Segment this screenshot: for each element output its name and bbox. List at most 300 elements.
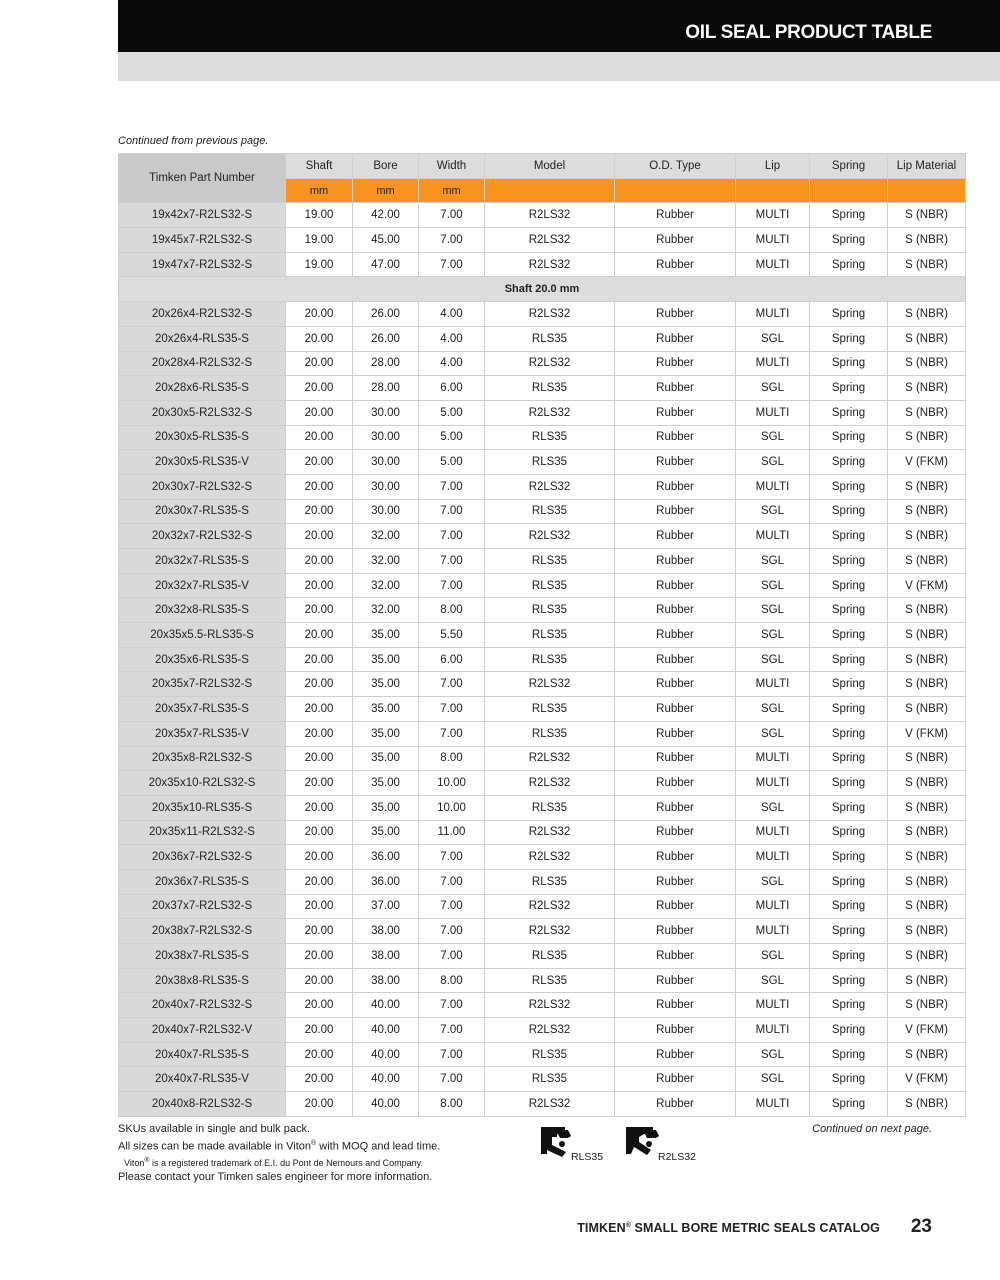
page-title: OIL SEAL PRODUCT TABLE: [685, 22, 932, 43]
cell-lip: SGL: [736, 1067, 810, 1092]
cell-lip: MULTI: [736, 919, 810, 944]
cell-od-type: Rubber: [615, 351, 736, 376]
cell-shaft: 20.00: [286, 795, 353, 820]
cell-od-type: Rubber: [615, 894, 736, 919]
cell-bore: 40.00: [353, 1092, 419, 1117]
cell-part-number: 20x32x8-RLS35-S: [119, 598, 286, 623]
cell-lip-material: S (NBR): [888, 771, 966, 796]
cell-spring: Spring: [810, 450, 888, 475]
cell-lip-material: S (NBR): [888, 252, 966, 277]
table-row: [119, 672, 966, 697]
cell-model: RLS35: [485, 968, 615, 993]
cell-shaft: 20.00: [286, 647, 353, 672]
table-row: [119, 795, 966, 820]
cell-bore: 35.00: [353, 795, 419, 820]
cell-shaft: 20.00: [286, 400, 353, 425]
cell-model: R2LS32: [485, 228, 615, 253]
cell-part-number: 20x35x7-RLS35-V: [119, 721, 286, 746]
unit-od-type: [615, 178, 736, 203]
cell-lip-material: S (NBR): [888, 746, 966, 771]
shaft-group-row: [119, 277, 966, 302]
cell-shaft: 20.00: [286, 869, 353, 894]
cell-part-number: 19x45x7-R2LS32-S: [119, 228, 286, 253]
cell-spring: Spring: [810, 845, 888, 870]
unit-shaft: mm: [286, 178, 353, 203]
cell-od-type: Rubber: [615, 845, 736, 870]
cell-bore: 30.00: [353, 400, 419, 425]
cell-width: 6.00: [419, 376, 485, 401]
cell-shaft: 20.00: [286, 944, 353, 969]
table-row: [119, 968, 966, 993]
cell-lip: MULTI: [736, 1018, 810, 1043]
cell-width: 7.00: [419, 573, 485, 598]
col-header-lip: Lip: [736, 154, 810, 179]
cell-part-number: 20x40x7-RLS35-S: [119, 1042, 286, 1067]
cell-width: 5.50: [419, 623, 485, 648]
cell-model: R2LS32: [485, 845, 615, 870]
table-row: [119, 869, 966, 894]
cell-bore: 30.00: [353, 425, 419, 450]
table-row: [119, 697, 966, 722]
cell-bore: 37.00: [353, 894, 419, 919]
cell-width: 7.00: [419, 524, 485, 549]
cell-bore: 47.00: [353, 252, 419, 277]
cell-lip: MULTI: [736, 351, 810, 376]
cell-spring: Spring: [810, 573, 888, 598]
cell-model: RLS35: [485, 450, 615, 475]
cell-lip: SGL: [736, 968, 810, 993]
cell-shaft: 19.00: [286, 203, 353, 228]
col-header-shaft: Shaft: [286, 154, 353, 179]
cell-width: 7.00: [419, 252, 485, 277]
cell-width: 7.00: [419, 721, 485, 746]
cell-bore: 45.00: [353, 228, 419, 253]
note-viton-availability: All sizes can be made available in Viton® with MOQ and lead time.: [118, 1139, 441, 1153]
cell-width: 5.00: [419, 450, 485, 475]
cell-od-type: Rubber: [615, 474, 736, 499]
unit-lip-material: [888, 178, 966, 203]
cell-shaft: 20.00: [286, 746, 353, 771]
cell-spring: Spring: [810, 598, 888, 623]
cell-model: R2LS32: [485, 993, 615, 1018]
cell-shaft: 20.00: [286, 573, 353, 598]
cell-bore: 35.00: [353, 771, 419, 796]
cell-bore: 26.00: [353, 326, 419, 351]
cell-part-number: 20x26x4-R2LS32-S: [119, 302, 286, 327]
cell-spring: Spring: [810, 1042, 888, 1067]
cell-model: R2LS32: [485, 919, 615, 944]
cell-lip: MULTI: [736, 746, 810, 771]
cell-model: R2LS32: [485, 474, 615, 499]
cell-model: R2LS32: [485, 351, 615, 376]
cell-part-number: 20x37x7-R2LS32-S: [119, 894, 286, 919]
cell-lip: SGL: [736, 376, 810, 401]
cell-model: RLS35: [485, 721, 615, 746]
cell-model: RLS35: [485, 623, 615, 648]
cell-part-number: 20x35x10-R2LS32-S: [119, 771, 286, 796]
cell-od-type: Rubber: [615, 400, 736, 425]
rls35-seal-profile-icon: [538, 1124, 574, 1160]
cell-part-number: 20x35x8-R2LS32-S: [119, 746, 286, 771]
cell-spring: Spring: [810, 746, 888, 771]
table-row: [119, 1067, 966, 1092]
rls35-label: RLS35: [571, 1151, 604, 1163]
cell-shaft: 20.00: [286, 697, 353, 722]
cell-part-number: 20x30x7-RLS35-S: [119, 499, 286, 524]
cell-model: RLS35: [485, 499, 615, 524]
cell-lip: SGL: [736, 425, 810, 450]
cell-width: 5.00: [419, 425, 485, 450]
cell-width: 4.00: [419, 326, 485, 351]
cell-width: 7.00: [419, 499, 485, 524]
unit-bore: mm: [353, 178, 419, 203]
cell-lip-material: S (NBR): [888, 326, 966, 351]
cell-od-type: Rubber: [615, 771, 736, 796]
cell-od-type: Rubber: [615, 425, 736, 450]
cell-part-number: 20x26x4-RLS35-S: [119, 326, 286, 351]
table-row: [119, 252, 966, 277]
cell-lip: MULTI: [736, 894, 810, 919]
col-header-bore: Bore: [353, 154, 419, 179]
cell-lip-material: S (NBR): [888, 845, 966, 870]
cell-bore: 42.00: [353, 203, 419, 228]
cell-shaft: 20.00: [286, 302, 353, 327]
cell-model: RLS35: [485, 425, 615, 450]
cell-width: 10.00: [419, 795, 485, 820]
cell-spring: Spring: [810, 894, 888, 919]
cell-lip-material: V (FKM): [888, 1067, 966, 1092]
cell-bore: 38.00: [353, 944, 419, 969]
cell-spring: Spring: [810, 252, 888, 277]
cell-od-type: Rubber: [615, 721, 736, 746]
cell-shaft: 20.00: [286, 376, 353, 401]
col-header-spring: Spring: [810, 154, 888, 179]
cell-width: 7.00: [419, 203, 485, 228]
cell-od-type: Rubber: [615, 746, 736, 771]
cell-part-number: 20x30x5-RLS35-V: [119, 450, 286, 475]
cell-lip: SGL: [736, 1042, 810, 1067]
cell-lip-material: S (NBR): [888, 672, 966, 697]
cell-lip: MULTI: [736, 845, 810, 870]
cell-spring: Spring: [810, 1018, 888, 1043]
col-header-model: Model: [485, 154, 615, 179]
cell-width: 11.00: [419, 820, 485, 845]
cell-lip-material: V (FKM): [888, 1018, 966, 1043]
cell-spring: Spring: [810, 623, 888, 648]
cell-part-number: 20x36x7-RLS35-S: [119, 869, 286, 894]
cell-lip: MULTI: [736, 820, 810, 845]
cell-lip-material: S (NBR): [888, 425, 966, 450]
cell-bore: 38.00: [353, 919, 419, 944]
cell-lip-material: S (NBR): [888, 1092, 966, 1117]
cell-part-number: 20x35x10-RLS35-S: [119, 795, 286, 820]
cell-shaft: 20.00: [286, 894, 353, 919]
cell-lip: SGL: [736, 623, 810, 648]
table-row: [119, 721, 966, 746]
table-row: [119, 623, 966, 648]
cell-lip: MULTI: [736, 524, 810, 549]
cell-shaft: 20.00: [286, 845, 353, 870]
cell-bore: 32.00: [353, 549, 419, 574]
cell-lip-material: S (NBR): [888, 1042, 966, 1067]
part-number-header: Timken Part Number: [119, 154, 286, 203]
cell-spring: Spring: [810, 820, 888, 845]
cell-lip-material: S (NBR): [888, 968, 966, 993]
cell-spring: Spring: [810, 400, 888, 425]
cell-model: RLS35: [485, 326, 615, 351]
table-row: [119, 919, 966, 944]
cell-shaft: 20.00: [286, 820, 353, 845]
cell-spring: Spring: [810, 302, 888, 327]
cell-od-type: Rubber: [615, 1067, 736, 1092]
cell-lip-material: S (NBR): [888, 376, 966, 401]
cell-spring: Spring: [810, 795, 888, 820]
table-row: [119, 524, 966, 549]
cell-shaft: 20.00: [286, 1067, 353, 1092]
cell-lip-material: S (NBR): [888, 351, 966, 376]
table-body: [119, 203, 966, 1116]
cell-bore: 30.00: [353, 474, 419, 499]
cell-part-number: 19x47x7-R2LS32-S: [119, 252, 286, 277]
cell-spring: Spring: [810, 968, 888, 993]
cell-width: 7.00: [419, 869, 485, 894]
cell-lip-material: S (NBR): [888, 203, 966, 228]
table-row: [119, 993, 966, 1018]
cell-od-type: Rubber: [615, 869, 736, 894]
cell-bore: 30.00: [353, 450, 419, 475]
table-row: [119, 400, 966, 425]
cell-lip-material: S (NBR): [888, 524, 966, 549]
cell-spring: Spring: [810, 672, 888, 697]
cell-shaft: 20.00: [286, 1018, 353, 1043]
cell-lip: MULTI: [736, 400, 810, 425]
cell-part-number: 19x42x7-R2LS32-S: [119, 203, 286, 228]
cell-spring: Spring: [810, 1067, 888, 1092]
cell-shaft: 20.00: [286, 524, 353, 549]
cell-part-number: 20x32x7-RLS35-V: [119, 573, 286, 598]
cell-bore: 35.00: [353, 672, 419, 697]
cell-part-number: 20x30x7-R2LS32-S: [119, 474, 286, 499]
cell-lip: SGL: [736, 450, 810, 475]
cell-bore: 35.00: [353, 697, 419, 722]
note-contact: Please contact your Timken sales engineer for more information.: [118, 1171, 433, 1184]
footnotes: [118, 1122, 440, 1185]
note-viton-trademark: Viton® is a registered trademark of E.I. du Pont de Nemours and Company.: [124, 1156, 423, 1168]
cell-model: R2LS32: [485, 1092, 615, 1117]
cell-spring: Spring: [810, 993, 888, 1018]
cell-od-type: Rubber: [615, 499, 736, 524]
cell-od-type: Rubber: [615, 326, 736, 351]
cell-spring: Spring: [810, 647, 888, 672]
cell-width: 8.00: [419, 1092, 485, 1117]
cell-od-type: Rubber: [615, 524, 736, 549]
cell-part-number: 20x28x4-R2LS32-S: [119, 351, 286, 376]
cell-width: 8.00: [419, 968, 485, 993]
cell-shaft: 20.00: [286, 351, 353, 376]
unit-spring: [810, 178, 888, 203]
cell-spring: Spring: [810, 721, 888, 746]
table-row: [119, 376, 966, 401]
cell-bore: 35.00: [353, 623, 419, 648]
cell-width: 7.00: [419, 1042, 485, 1067]
cell-spring: Spring: [810, 524, 888, 549]
cell-shaft: 20.00: [286, 598, 353, 623]
cell-od-type: Rubber: [615, 820, 736, 845]
table-row: [119, 1042, 966, 1067]
cell-lip-material: S (NBR): [888, 697, 966, 722]
cell-lip-material: S (NBR): [888, 623, 966, 648]
cell-part-number: 20x40x8-R2LS32-S: [119, 1092, 286, 1117]
cell-od-type: Rubber: [615, 252, 736, 277]
cell-shaft: 19.00: [286, 228, 353, 253]
cell-od-type: Rubber: [615, 376, 736, 401]
cell-width: 7.00: [419, 228, 485, 253]
header-subbar: [118, 52, 1000, 81]
cell-width: 5.00: [419, 400, 485, 425]
cell-width: 7.00: [419, 993, 485, 1018]
cell-bore: 35.00: [353, 647, 419, 672]
table-row: [119, 203, 966, 228]
cell-width: 7.00: [419, 1067, 485, 1092]
cell-lip: SGL: [736, 647, 810, 672]
table-row: [119, 425, 966, 450]
cell-width: 7.00: [419, 894, 485, 919]
table-row: [119, 820, 966, 845]
table-row: [119, 450, 966, 475]
cell-width: 8.00: [419, 598, 485, 623]
cell-bore: 36.00: [353, 869, 419, 894]
cell-part-number: 20x40x7-R2LS32-V: [119, 1018, 286, 1043]
cell-shaft: 20.00: [286, 1042, 353, 1067]
cell-od-type: Rubber: [615, 968, 736, 993]
cell-width: 8.00: [419, 746, 485, 771]
cell-spring: Spring: [810, 474, 888, 499]
cell-bore: 28.00: [353, 376, 419, 401]
cell-lip: MULTI: [736, 1092, 810, 1117]
cell-shaft: 20.00: [286, 919, 353, 944]
cell-od-type: Rubber: [615, 697, 736, 722]
cell-spring: Spring: [810, 228, 888, 253]
cell-od-type: Rubber: [615, 302, 736, 327]
r2ls32-label: R2LS32: [658, 1151, 696, 1163]
cell-od-type: Rubber: [615, 993, 736, 1018]
cell-part-number: 20x35x11-R2LS32-S: [119, 820, 286, 845]
cell-lip: MULTI: [736, 252, 810, 277]
cell-od-type: Rubber: [615, 450, 736, 475]
cell-bore: 36.00: [353, 845, 419, 870]
cell-bore: 32.00: [353, 524, 419, 549]
cell-model: R2LS32: [485, 820, 615, 845]
cell-width: 6.00: [419, 647, 485, 672]
cell-lip: SGL: [736, 573, 810, 598]
cell-width: 7.00: [419, 697, 485, 722]
cell-shaft: 20.00: [286, 968, 353, 993]
cell-shaft: 20.00: [286, 993, 353, 1018]
cell-lip-material: S (NBR): [888, 795, 966, 820]
cell-spring: Spring: [810, 944, 888, 969]
cell-part-number: 20x40x7-R2LS32-S: [119, 993, 286, 1018]
note-skus: SKUs available in single and bulk pack.: [118, 1123, 311, 1135]
cell-bore: 40.00: [353, 993, 419, 1018]
cell-lip: MULTI: [736, 228, 810, 253]
table-row: [119, 647, 966, 672]
cell-lip: SGL: [736, 326, 810, 351]
header-bar: [118, 0, 1000, 52]
cell-bore: 35.00: [353, 721, 419, 746]
cell-model: R2LS32: [485, 1018, 615, 1043]
cell-shaft: 20.00: [286, 721, 353, 746]
cell-shaft: 20.00: [286, 474, 353, 499]
cell-shaft: 20.00: [286, 425, 353, 450]
cell-lip-material: S (NBR): [888, 919, 966, 944]
cell-lip-material: S (NBR): [888, 499, 966, 524]
cell-bore: 40.00: [353, 1042, 419, 1067]
cell-lip: SGL: [736, 944, 810, 969]
table-row: [119, 228, 966, 253]
cell-od-type: Rubber: [615, 623, 736, 648]
cell-spring: Spring: [810, 1092, 888, 1117]
cell-lip: MULTI: [736, 203, 810, 228]
cell-spring: Spring: [810, 326, 888, 351]
continued-next-note: Continued on next page.: [812, 1123, 932, 1135]
cell-model: R2LS32: [485, 746, 615, 771]
cell-od-type: Rubber: [615, 1092, 736, 1117]
col-header-od-type: O.D. Type: [615, 154, 736, 179]
cell-od-type: Rubber: [615, 598, 736, 623]
cell-spring: Spring: [810, 203, 888, 228]
cell-od-type: Rubber: [615, 647, 736, 672]
cell-lip-material: S (NBR): [888, 598, 966, 623]
cell-lip-material: S (NBR): [888, 993, 966, 1018]
cell-part-number: 20x40x7-RLS35-V: [119, 1067, 286, 1092]
cell-lip-material: S (NBR): [888, 944, 966, 969]
table-row: [119, 845, 966, 870]
cell-width: 7.00: [419, 672, 485, 697]
cell-bore: 35.00: [353, 820, 419, 845]
cell-lip-material: S (NBR): [888, 549, 966, 574]
cell-lip: SGL: [736, 795, 810, 820]
cell-model: RLS35: [485, 1067, 615, 1092]
cell-spring: Spring: [810, 697, 888, 722]
cell-width: 4.00: [419, 351, 485, 376]
continued-from-note: Continued from previous page.: [118, 135, 269, 147]
cell-bore: 40.00: [353, 1018, 419, 1043]
cell-model: RLS35: [485, 376, 615, 401]
cell-shaft: 20.00: [286, 623, 353, 648]
cell-part-number: 20x32x7-RLS35-S: [119, 549, 286, 574]
cell-model: R2LS32: [485, 894, 615, 919]
cell-spring: Spring: [810, 351, 888, 376]
cell-bore: 28.00: [353, 351, 419, 376]
cell-od-type: Rubber: [615, 203, 736, 228]
page-number: 23: [910, 1216, 932, 1237]
cell-model: RLS35: [485, 869, 615, 894]
cell-part-number: 20x35x6-RLS35-S: [119, 647, 286, 672]
table-row: [119, 549, 966, 574]
unit-width: mm: [419, 178, 485, 203]
cell-model: R2LS32: [485, 203, 615, 228]
table-row: [119, 894, 966, 919]
cell-part-number: 20x32x7-R2LS32-S: [119, 524, 286, 549]
cell-part-number: 20x30x5-RLS35-S: [119, 425, 286, 450]
cell-model: RLS35: [485, 944, 615, 969]
cell-lip: SGL: [736, 869, 810, 894]
cell-spring: Spring: [810, 549, 888, 574]
table-row: [119, 1092, 966, 1117]
cell-spring: Spring: [810, 919, 888, 944]
col-header-width: Width: [419, 154, 485, 179]
cell-lip: SGL: [736, 721, 810, 746]
